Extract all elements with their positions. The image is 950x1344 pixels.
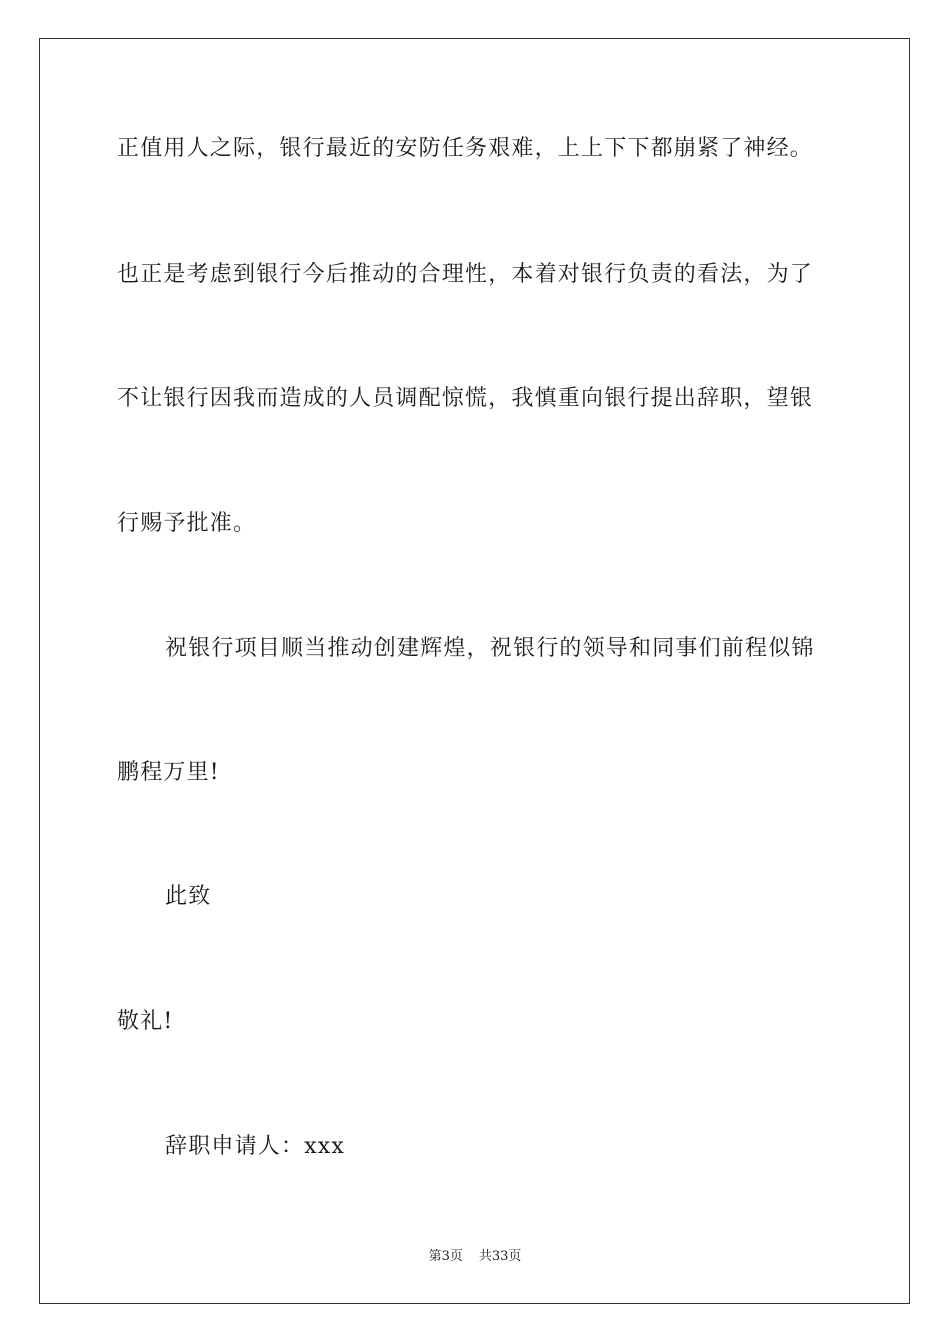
page-border (39, 38, 910, 1304)
signature-line: 辞职申请人：xxx (165, 1134, 346, 1159)
body-line-1: 正值用人之际，银行最近的安防任务艰难，上上下下都崩紧了神经。 (117, 136, 814, 161)
page-number: 第3页 (428, 1249, 463, 1264)
page-footer (0, 1248, 950, 1266)
body-line-6: 鹏程万里! (117, 760, 220, 785)
page-total: 共33页 (478, 1249, 522, 1264)
body-line-5: 祝银行项目顺当推动创建辉煌，祝银行的领导和同事们前程似锦 (165, 636, 815, 661)
closing-regards: 敬礼! (117, 1009, 174, 1034)
closing-salutation: 此致 (165, 884, 212, 909)
body-line-2: 也正是考虑到银行今后推动的合理性，本着对银行负责的看法，为了 (117, 262, 814, 287)
body-line-3: 不让银行因我而造成的人员调配惊慌，我慎重向银行提出辞职，望银 (117, 386, 814, 411)
body-line-4: 行赐予批准。 (117, 511, 257, 536)
